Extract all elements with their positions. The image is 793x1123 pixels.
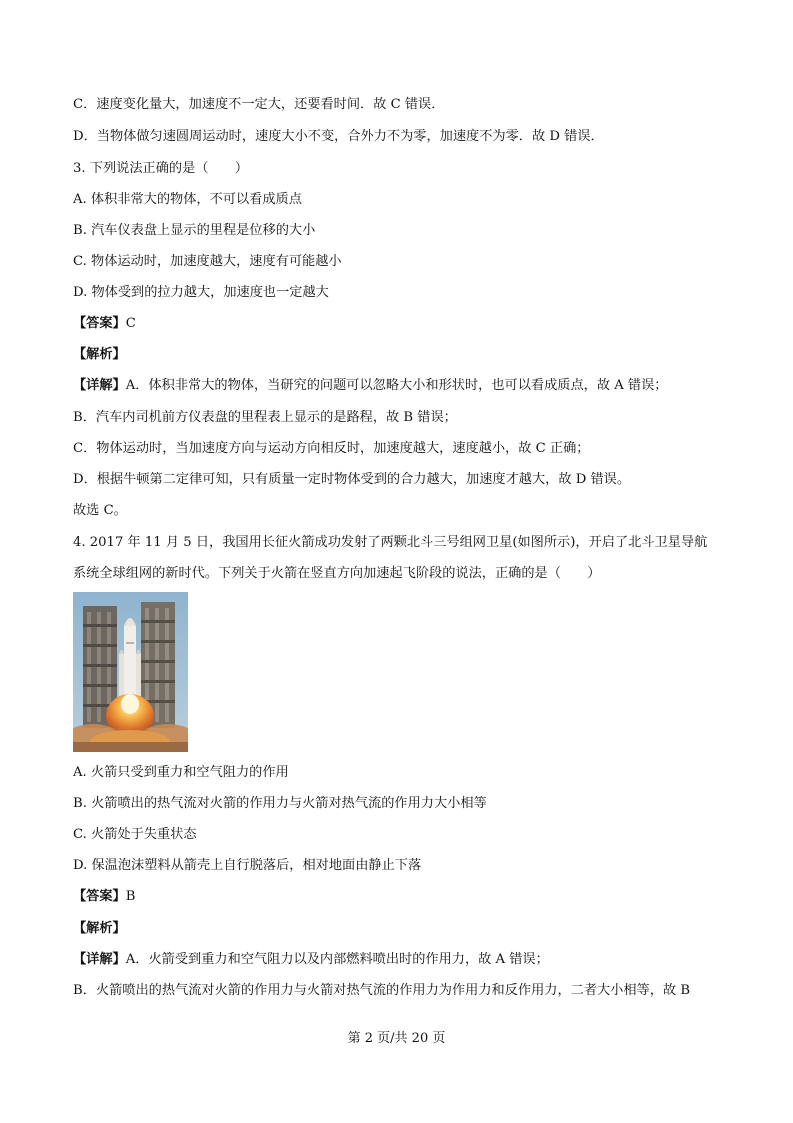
answer-tag: 【答案】 bbox=[73, 889, 126, 904]
question-4-option-c: C. 火箭处于失重状态 bbox=[73, 827, 197, 842]
detail-4-b: B．火箭喷出的热气流对火箭的作用力与火箭对热气流的作用力为作用力和反作用力，二者大小相等，故 B bbox=[73, 983, 691, 998]
select-3: 故选 C。 bbox=[73, 503, 127, 518]
rocket-launch-image bbox=[73, 592, 188, 752]
analysis-3-tag bbox=[73, 346, 757, 364]
detail-text: A．火箭受到重力和空气阻力以及内部燃料喷出时的作用力，故 A 错误； bbox=[125, 952, 549, 967]
detail-text: A．体积非常大的物体，当研究的问题可以忽略大小和形状时，也可以看成质点，故 A 错误； bbox=[125, 378, 668, 393]
question-4-stem-line2: 系统全球组网的新时代。下列关于火箭在竖直方向加速起飞阶段的说法，正确的是（ ） bbox=[73, 566, 601, 581]
question-3-option-c: C. 物体运动时，加速度越大，速度有可能越小 bbox=[73, 254, 342, 269]
question-4-option-d: D. 保温泡沫塑料从箭壳上自行脱落后，相对地面由静止下落 bbox=[73, 858, 422, 873]
question-3-option-b: B. 汽车仪表盘上显示的里程是位移的大小 bbox=[73, 223, 316, 238]
detail-3-b: B．汽车内司机前方仪表盘的里程表上显示的是路程，故 B 错误； bbox=[73, 410, 457, 425]
text-line: D．当物体做匀速圆周运动时，速度大小不变，合外力不为零，加速度不为零．故 D 错误． bbox=[73, 129, 604, 144]
text-line: C．速度变化量大，加速度不一定大，还要看时间．故 C 错误． bbox=[73, 97, 445, 112]
answer-4 bbox=[73, 888, 757, 906]
analysis-tag: 【解析】 bbox=[73, 921, 126, 936]
rocket-launch-illustration bbox=[73, 592, 188, 752]
page-footer: 第 2 页/共 20 页 bbox=[347, 1031, 446, 1046]
answer-3 bbox=[73, 315, 757, 333]
analysis-tag: 【解析】 bbox=[73, 347, 126, 362]
analysis-4-tag bbox=[73, 920, 757, 938]
question-3-stem: 3. 下列说法正确的是（ ） bbox=[73, 161, 249, 176]
detail-tag: 【详解】 bbox=[73, 952, 126, 967]
detail-3-c: C．物体运动时，当加速度方向与运动方向相反时，加速度越大，速度越小，故 C 正确； bbox=[73, 441, 590, 456]
detail-3-a bbox=[73, 377, 757, 395]
detail-tag: 【详解】 bbox=[73, 378, 126, 393]
detail-3-d: D．根据牛顿第二定律可知，只有质量一定时物体受到的合力越大，加速度才越大，故 D 错误。 bbox=[73, 472, 631, 487]
question-3-option-a: A. 体积非常大的物体，不可以看成质点 bbox=[73, 192, 302, 207]
question-4-stem-line1: 4. 2017 年 11 月 5 日，我国用长征火箭成功发射了两颗北斗三号组网卫星(如图所示)，开启了北斗卫星导航 bbox=[73, 535, 708, 550]
question-4-option-b: B. 火箭喷出的热气流对火箭的作用力与火箭对热气流的作用力大小相等 bbox=[73, 796, 487, 811]
answer-tag: 【答案】 bbox=[73, 316, 126, 331]
answer-value: B bbox=[125, 889, 136, 904]
question-3-option-d: D. 物体受到的拉力越大，加速度也一定越大 bbox=[73, 285, 329, 300]
question-4-option-a: A. 火箭只受到重力和空气阻力的作用 bbox=[73, 765, 289, 780]
answer-value: C bbox=[125, 316, 136, 331]
detail-4-a bbox=[73, 951, 757, 969]
